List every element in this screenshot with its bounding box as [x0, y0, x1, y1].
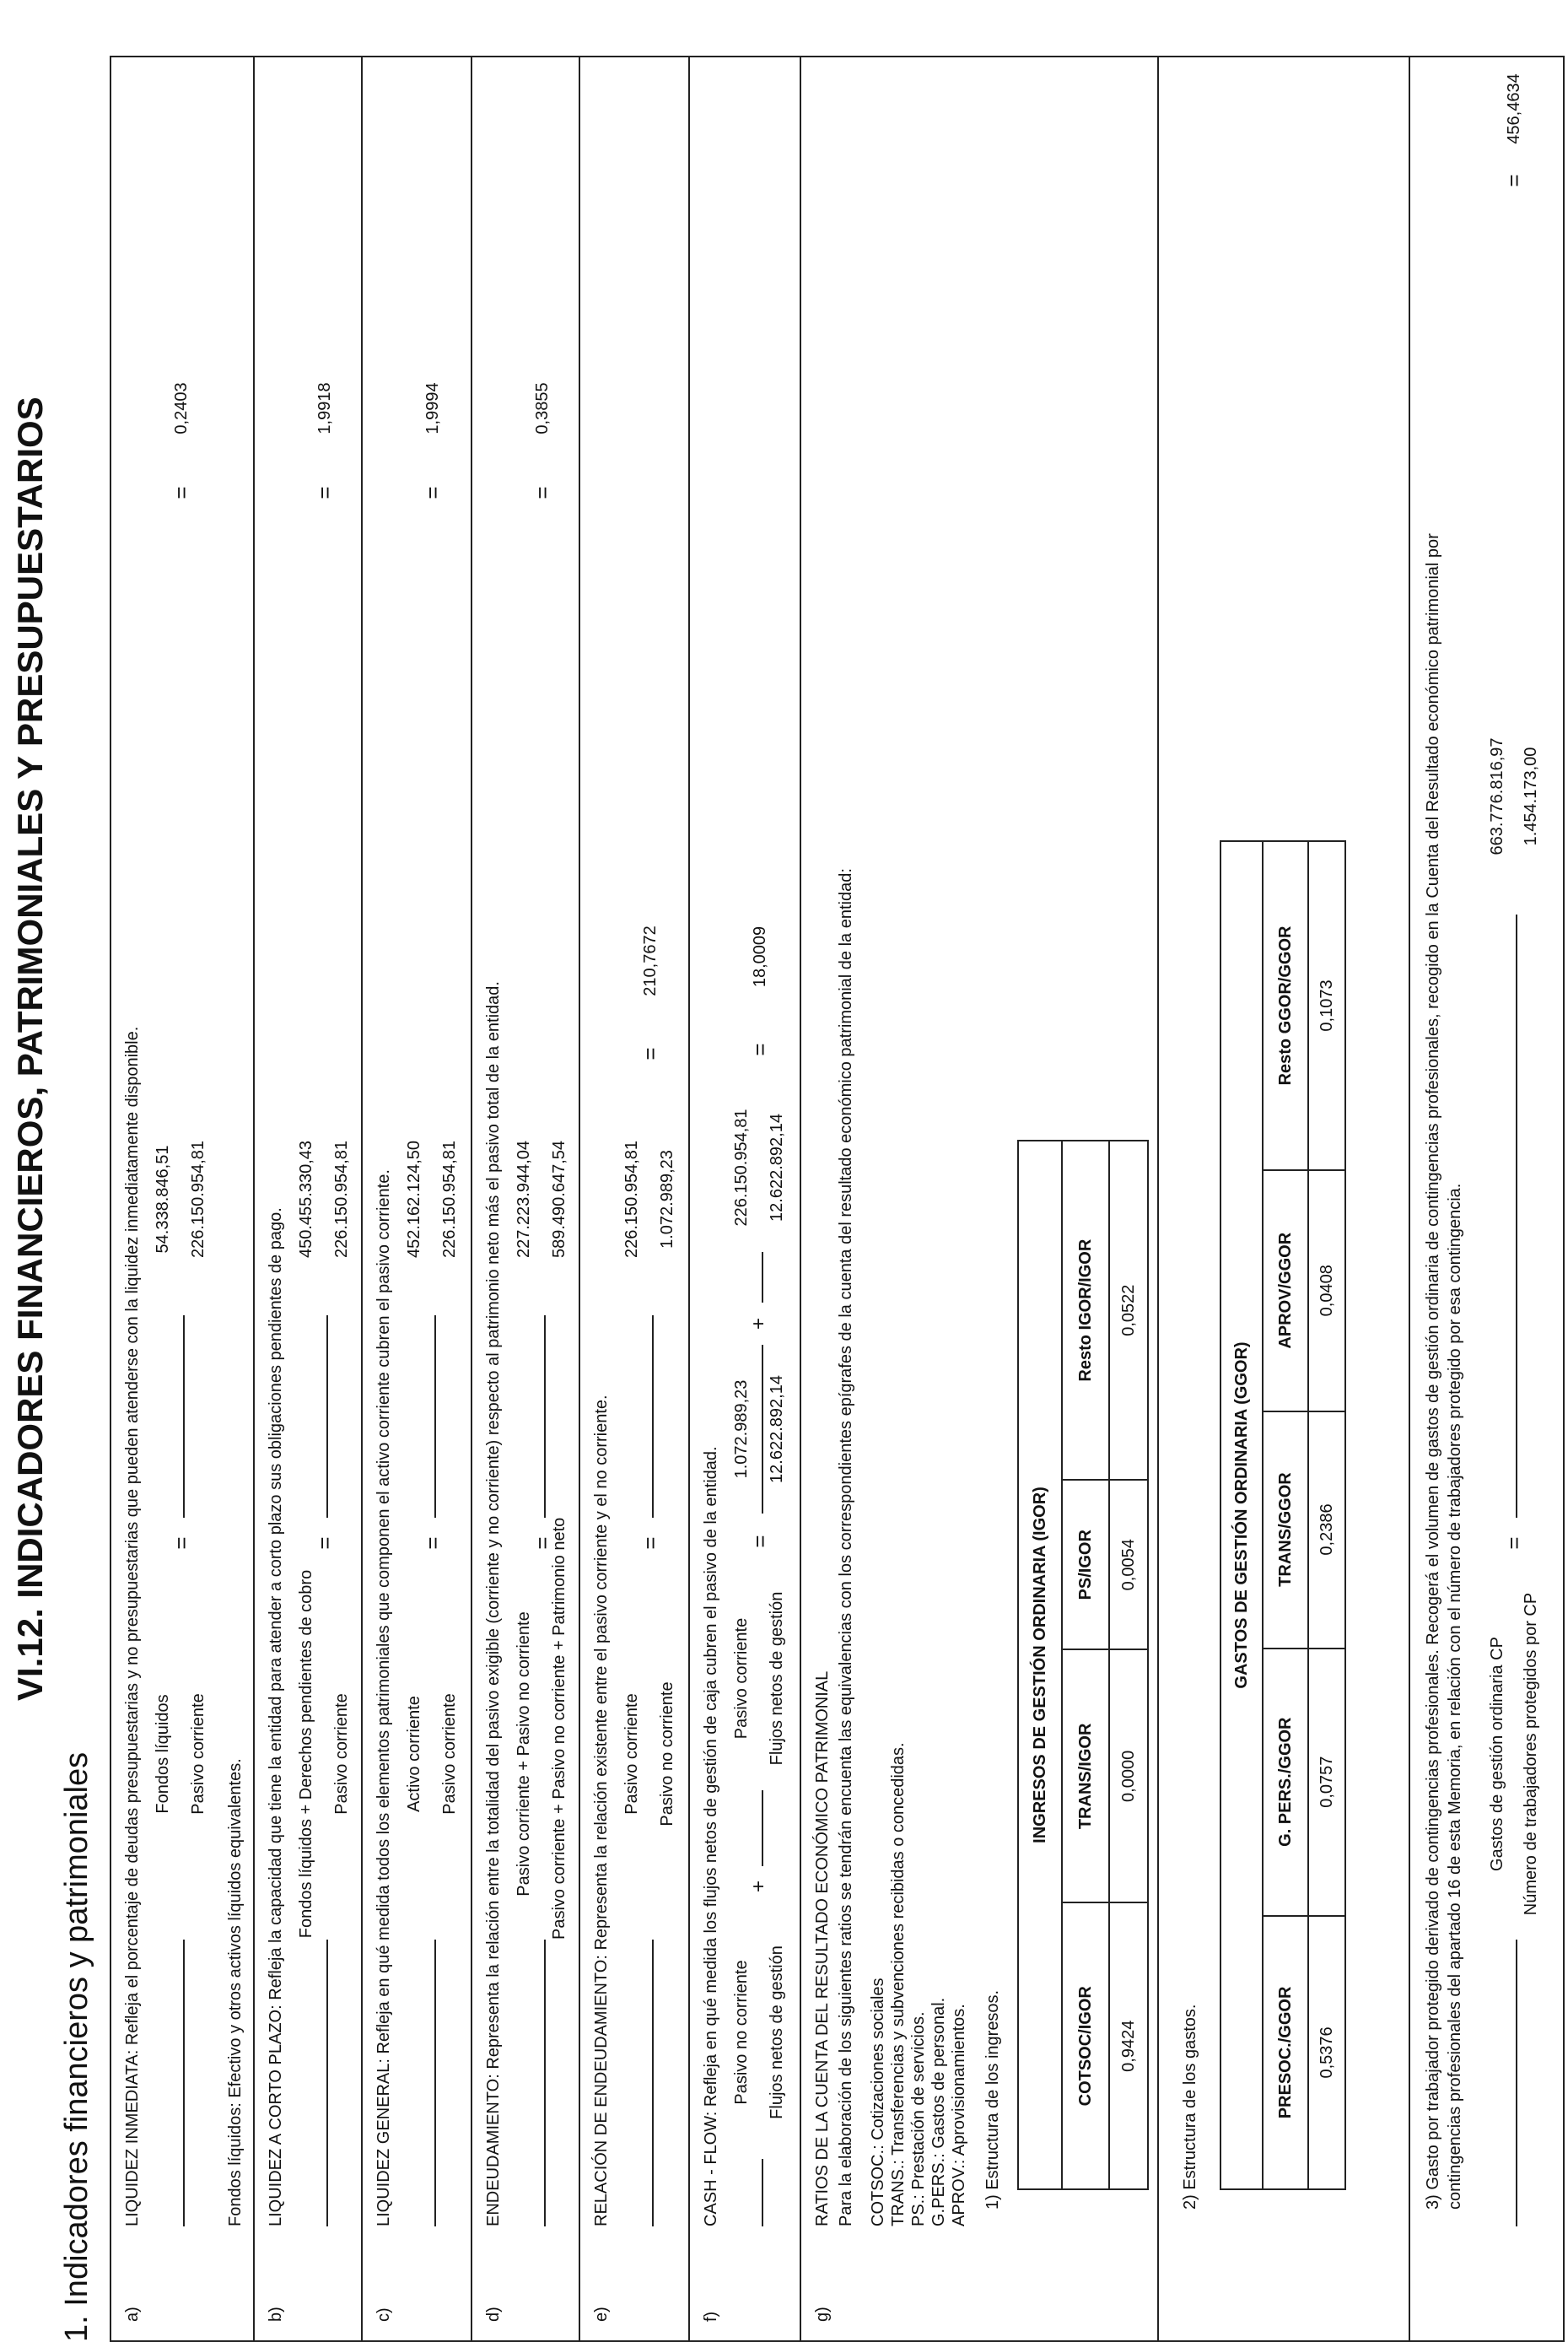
denominator-label: Número de trabajadores protegidos por CP — [1522, 1592, 1540, 1916]
definition: TRANS.: Transferencias y subvenciones recibidas o concedidas. — [889, 1742, 908, 2226]
table-header: COTSOC/IGOR — [1062, 1903, 1109, 2190]
definition: G.PERS.: Gastos de personal. — [929, 1997, 948, 2226]
equals-sign: = — [530, 486, 555, 499]
table-cell: 0,1073 — [1308, 841, 1345, 1170]
numerator-label: Pasivo corriente — [732, 1617, 751, 1740]
numerator-value: 227.223.944,04 — [515, 1140, 533, 1259]
fraction-bar — [1516, 915, 1517, 1518]
denominator-value: 589.490.647,54 — [550, 1140, 568, 1259]
equals-sign: = — [530, 1536, 555, 1550]
table-cell: 0,0522 — [1109, 1141, 1148, 1480]
cost-per-worker-desc: contingencias profesionales del apartado 16 de esta Memoria, en relación con el número de trabajadores protegido por esa contingencia. — [1446, 1183, 1464, 2210]
table-header: TRANS/IGOR — [1062, 1649, 1109, 1902]
fraction-bar — [183, 1315, 185, 1518]
table-header: G. PERS./GGOR — [1263, 1649, 1308, 1916]
indicator-description: CASH - FLOW: Refleja en qué medida los flujos netos de gestión de caja cubren el pasivo de la entidad. — [702, 1446, 720, 2226]
indicator-description: ENDEUDAMIENTO: Representa la relación entre la totalidad del pasivo exigible (corriente y no corriente) respecto al patrimonio neto más el pasivo total de la entidad. — [484, 981, 503, 2226]
income-structure-label: 1) Estructura de los ingresos. — [983, 1989, 1002, 2210]
numerator-label: Pasivo corriente + Pasivo no corriente — [515, 1611, 533, 1897]
result-value: 456,4634 — [1505, 73, 1523, 144]
row-letter: g) — [813, 2307, 832, 2322]
fraction-bar — [762, 1790, 763, 1866]
page-title: VI.12. INDICADORES FINANCIEROS, PATRIMONIALES Y PRESUPUESTARIOS — [10, 397, 50, 1701]
equals-sign: = — [312, 486, 337, 499]
table-cell: 0,0757 — [1308, 1649, 1345, 1916]
indicator-description: LIQUIDEZ A CORTO PLAZO: Refleja la capacidad que tiene la entidad para atender a corto plazo sus obligaciones pendientes de pago. — [267, 1207, 285, 2226]
row-b — [253, 57, 361, 2340]
equals-sign: = — [312, 1536, 337, 1550]
fraction-bar — [544, 1940, 546, 2226]
table-cell: 0,2386 — [1308, 1411, 1345, 1649]
cost-per-worker-desc: 3) Gasto por trabajador protegido derivado de contingencias profesionales. Recogerá el volumen de gastos de gestión ordinaria de contingencias profesionales, recogido en la Cuenta del Resultado económico patrimonial por — [1424, 533, 1442, 2210]
numerator-value: 54.338.846,51 — [154, 1145, 172, 1254]
fraction-bar — [762, 1252, 763, 1303]
numerator-value: 663.776.816,97 — [1488, 737, 1506, 855]
numerator-label: Fondos líquidos — [154, 1694, 172, 1814]
numerator-value: 452.162.124,50 — [405, 1140, 423, 1259]
table-header: TRANS/GGOR — [1263, 1411, 1308, 1649]
numerator-label: Fondos líquidos + Derechos pendientes de cobro — [297, 1569, 315, 1939]
table-header: PS/IGOR — [1062, 1480, 1109, 1649]
numerator-label: Gastos de gestión ordinaria CP — [1488, 1637, 1506, 1871]
income-structure-block — [975, 57, 1157, 2340]
indicator-description: LIQUIDEZ GENERAL: Refleja en qué medida todos los elementos patrimoniales que componen el activo corriente cubren el pasivo corriente. — [374, 1169, 393, 2226]
definition: APROV.: Aprovisionamientos. — [950, 2004, 968, 2226]
table-cell: 0,5376 — [1308, 1916, 1345, 2189]
result-value: 0,3855 — [533, 382, 552, 434]
fraction-bar — [434, 1315, 436, 1518]
expense-ratio-table — [1220, 840, 1346, 2190]
expense-structure-label: 2) Estructura de los gastos. — [1181, 2004, 1199, 2210]
row-e — [579, 57, 688, 2340]
numerator-value: 226.150.954,81 — [732, 1109, 751, 1227]
numerator-value: 226.150.954,81 — [622, 1140, 641, 1259]
numerator-label: Pasivo corriente — [622, 1693, 641, 1815]
denominator-value: 1.454.173,00 — [1522, 747, 1540, 846]
row-letter: b) — [267, 2307, 285, 2322]
denominator-value: 226.150.954,81 — [440, 1140, 459, 1259]
fraction-bar — [1516, 1940, 1517, 2226]
equals-sign: = — [638, 1047, 663, 1060]
denominator-value: 12.622.892,14 — [768, 1375, 786, 1483]
row-letter: e) — [592, 2307, 611, 2322]
equals-sign: = — [420, 1536, 445, 1550]
row-d — [471, 57, 579, 2340]
fraction-bar — [326, 1940, 328, 2226]
fraction-bar — [183, 1940, 185, 2226]
numerator-value: 1.072.989,23 — [732, 1379, 751, 1479]
denominator-value: 12.622.892,14 — [768, 1114, 786, 1222]
equals-sign: = — [747, 1043, 773, 1056]
row-letter: d) — [484, 2307, 503, 2322]
ratios-intro: Para la elaboración de los siguientes ratios se tendrán encuenta las equivalencias con los correspondientes epígrafes de la cuenta del resultado económico patrimonial de la entidad: — [837, 868, 855, 2226]
plus-sign: + — [747, 1881, 770, 1893]
result-value: 1,9994 — [423, 382, 442, 434]
fraction-bar — [762, 2159, 763, 2226]
table-header: PRESOC./GGOR — [1263, 1916, 1308, 2189]
income-ratio-table — [1017, 1140, 1149, 2190]
definition: PS.: Prestación de servicios. — [909, 2011, 928, 2226]
table-cell: 0,9424 — [1109, 1903, 1148, 2190]
result-value: 18,0009 — [751, 925, 769, 988]
equals-sign: = — [420, 486, 445, 499]
definition: COTSOC.: Cotizaciones sociales — [869, 1978, 887, 2226]
fraction-bar — [326, 1315, 328, 1518]
denominator-label: Pasivo corriente — [440, 1693, 459, 1815]
cost-per-worker-block — [1409, 57, 1565, 2340]
denominator-value: 1.072.989,23 — [658, 1150, 676, 1249]
result-value: 1,9918 — [315, 382, 334, 434]
equals-sign: = — [169, 486, 194, 499]
numerator-label: Activo corriente — [405, 1696, 423, 1812]
denominator-label: Flujos netos de gestión — [768, 1591, 786, 1766]
equals-sign: = — [1501, 1536, 1527, 1550]
numerator-value: 450.455.330,43 — [297, 1140, 315, 1259]
denominator-label: Pasivo corriente — [332, 1693, 351, 1815]
denominator-label: Flujos netos de gestión — [768, 1945, 786, 2119]
denominator-value: 226.150.954,81 — [189, 1140, 207, 1259]
numerator-label: Pasivo no corriente — [732, 1960, 751, 2105]
fraction-bar — [762, 1345, 763, 1514]
indicator-description: RELACIÓN DE ENDEUDAMIENTO: Representa la relación existente entre el pasivo corriente y el no corriente. — [592, 1395, 611, 2226]
result-value: 210,7672 — [641, 925, 660, 996]
row-f — [688, 57, 800, 2340]
denominator-label: Pasivo no corriente — [658, 1681, 676, 1827]
fraction-bar — [652, 1315, 654, 1518]
row-c — [361, 57, 471, 2340]
table-header: Resto GGOR/GGOR — [1263, 841, 1308, 1170]
result-value: 0,2403 — [172, 382, 191, 434]
equals-sign: = — [1501, 174, 1527, 187]
row-a — [111, 57, 253, 2340]
fraction-bar — [652, 1940, 654, 2226]
indicators-frame — [110, 56, 1565, 2342]
denominator-value: 226.150.954,81 — [332, 1140, 351, 1259]
row-letter: c) — [374, 2307, 393, 2322]
table-header: Resto IGOR/IGOR — [1062, 1141, 1109, 1480]
equals-sign: = — [747, 1535, 773, 1548]
income-table-caption: INGRESOS DE GESTIÓN ORDINARIA (IGOR) — [1018, 1141, 1062, 2189]
equals-sign: = — [638, 1536, 663, 1550]
plus-sign: + — [747, 1318, 770, 1330]
denominator-label: Pasivo corriente — [189, 1693, 207, 1815]
section-title: 1. Indicadores financieros y patrimoniales — [59, 1751, 94, 2342]
indicator-description: LIQUIDEZ INMEDIATA: Refleja el porcentaje de deudas presupuestarias y no presupuestarias que pueden atenderse con la liquidez inmediatamente disponible. — [123, 1026, 142, 2226]
row-letter: f) — [702, 2311, 720, 2322]
ratios-title: RATIOS DE LA CUENTA DEL RESULTADO ECONÓMICO PATRIMONIAL — [813, 1670, 832, 2226]
expense-structure-block — [1157, 57, 1409, 2340]
fraction-bar — [434, 1940, 436, 2226]
table-cell: 0,0054 — [1109, 1480, 1148, 1649]
indicator-note: Fondos líquidos: Efectivo y otros activos líquidos equivalentes. — [226, 1758, 245, 2226]
fraction-bar — [544, 1315, 546, 1518]
expense-table-caption: GASTOS DE GESTIÓN ORDINARIA (GGOR) — [1220, 841, 1263, 2189]
denominator-label: Pasivo corriente + Pasivo no corriente + Patrimonio neto — [550, 1517, 568, 1940]
table-cell: 0,0000 — [1109, 1649, 1148, 1902]
equals-sign: = — [169, 1536, 194, 1550]
row-letter: a) — [123, 2307, 142, 2322]
table-cell: 0,0408 — [1308, 1170, 1345, 1411]
row-g — [800, 57, 1565, 2340]
table-header: APROV/GGOR — [1263, 1170, 1308, 1411]
